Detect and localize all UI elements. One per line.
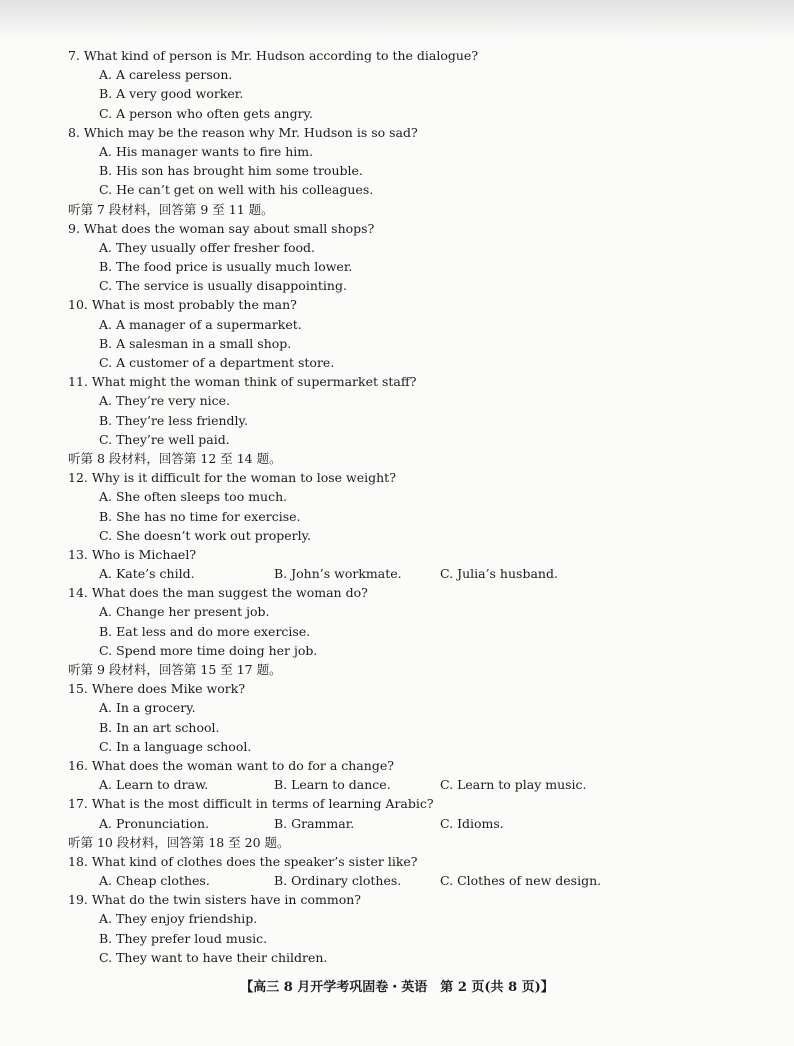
answer-option: A. She often sleeps too much. (99, 489, 288, 505)
answer-options-row (68, 564, 768, 583)
answer-option: C. Spend more time doing her job. (99, 642, 318, 658)
answer-option: C. They want to have their children. (99, 949, 328, 965)
question-stem: 18. What kind of clothes does the speaker’s sister like? (68, 853, 418, 869)
answer-option: A. A manager of a supermarket. (99, 316, 302, 332)
answer-option: A. They’re very nice. (99, 393, 231, 409)
question-stem: 7. What kind of person is Mr. Hudson according to the dialogue? (68, 48, 479, 63)
answer-option: B. They’re less friendly. (99, 412, 248, 428)
answer-options-row (68, 775, 768, 794)
answer-option: C. A customer of a department store. (99, 355, 335, 370)
answer-option: B. John’s workmate. (274, 566, 402, 582)
answer-option: C. In a language school. (99, 738, 252, 754)
answer-options-row (68, 814, 768, 833)
answer-option: C. He can’t get on well with his colleagues. (99, 182, 374, 198)
question-stem: 12. Why is it difficult for the woman to lose weight? (68, 470, 396, 486)
answer-option: B. Eat less and do more exercise. (99, 623, 311, 639)
answer-option: C. Learn to play music. (440, 777, 587, 793)
question-stem: 9. What does the woman say about small shops? (68, 220, 375, 236)
section-heading: 听第 7 段材料，回答第 9 至 11 题。 (68, 201, 274, 217)
question-stem: 15. Where does Mike work? (68, 681, 246, 697)
answer-option: B. A salesman in a small shop. (99, 335, 292, 351)
question-stem: 10. What is most probably the man? (68, 297, 297, 313)
answer-option: B. His son has brought him some trouble. (99, 163, 363, 179)
answer-option: B. In an art school. (99, 719, 220, 735)
answer-option: B. A very good worker. (99, 86, 244, 102)
answer-option: C. Julia’s husband. (440, 566, 558, 582)
section-heading: 听第 8 段材料，回答第 12 至 14 题。 (68, 450, 282, 466)
answer-option: C. Clothes of new design. (440, 873, 602, 889)
question-stem: 14. What does the man suggest the woman do? (68, 585, 368, 601)
answer-option: A. In a grocery. (99, 700, 196, 716)
answer-option: C. She doesn’t work out properly. (99, 527, 311, 543)
answer-option: B. They prefer loud music. (99, 930, 268, 946)
answer-options-row (68, 871, 768, 890)
answer-option: B. Grammar. (274, 815, 355, 831)
section-heading: 听第 9 段材料，回答第 15 至 17 题。 (68, 662, 282, 677)
question-stem: 13. Who is Michael? (68, 546, 197, 562)
answer-option: C. The service is usually disappointing. (99, 278, 347, 294)
question-stem: 16. What does the woman want to do for a change? (68, 757, 394, 773)
answer-option: B. Learn to dance. (274, 777, 391, 793)
question-stem: 8. Which may be the reason why Mr. Hudson is so sad? (68, 124, 418, 140)
answer-option: B. She has no time for exercise. (99, 508, 301, 524)
answer-option: B. Ordinary clothes. (274, 873, 402, 889)
answer-option: A. Change her present job. (99, 604, 270, 620)
question-stem: 11. What might the woman think of supermarket staff? (68, 374, 417, 390)
answer-option: C. Idioms. (440, 815, 504, 831)
answer-option: B. The food price is usually much lower. (99, 259, 353, 275)
answer-option: A. A careless person. (99, 67, 233, 83)
answer-option: C. They’re well paid. (99, 431, 230, 447)
answer-option: C. A person who often gets angry. (99, 105, 313, 121)
answer-option: A. Cheap clothes. (99, 873, 210, 889)
answer-option: A. His manager wants to fire him. (99, 143, 314, 159)
answer-option: A. Learn to draw. (99, 777, 209, 793)
scan-shadow (0, 0, 794, 40)
question-stem: 19. What do the twin sisters have in common? (68, 892, 361, 908)
answer-option: A. Kate’s child. (99, 566, 195, 582)
page-footer: 【高三 8 月开学考巩固卷・英语 第 2 页(共 8 页)】 (240, 980, 554, 995)
section-heading: 听第 10 段材料，回答第 18 至 20 题。 (68, 834, 290, 850)
questions-body (68, 46, 768, 967)
question-stem: 17. What is the most difficult in terms of learning Arabic? (68, 796, 434, 812)
answer-option: A. Pronunciation. (99, 815, 210, 831)
answer-option: A. They enjoy friendship. (99, 911, 258, 927)
answer-option: A. They usually offer fresher food. (99, 239, 316, 255)
